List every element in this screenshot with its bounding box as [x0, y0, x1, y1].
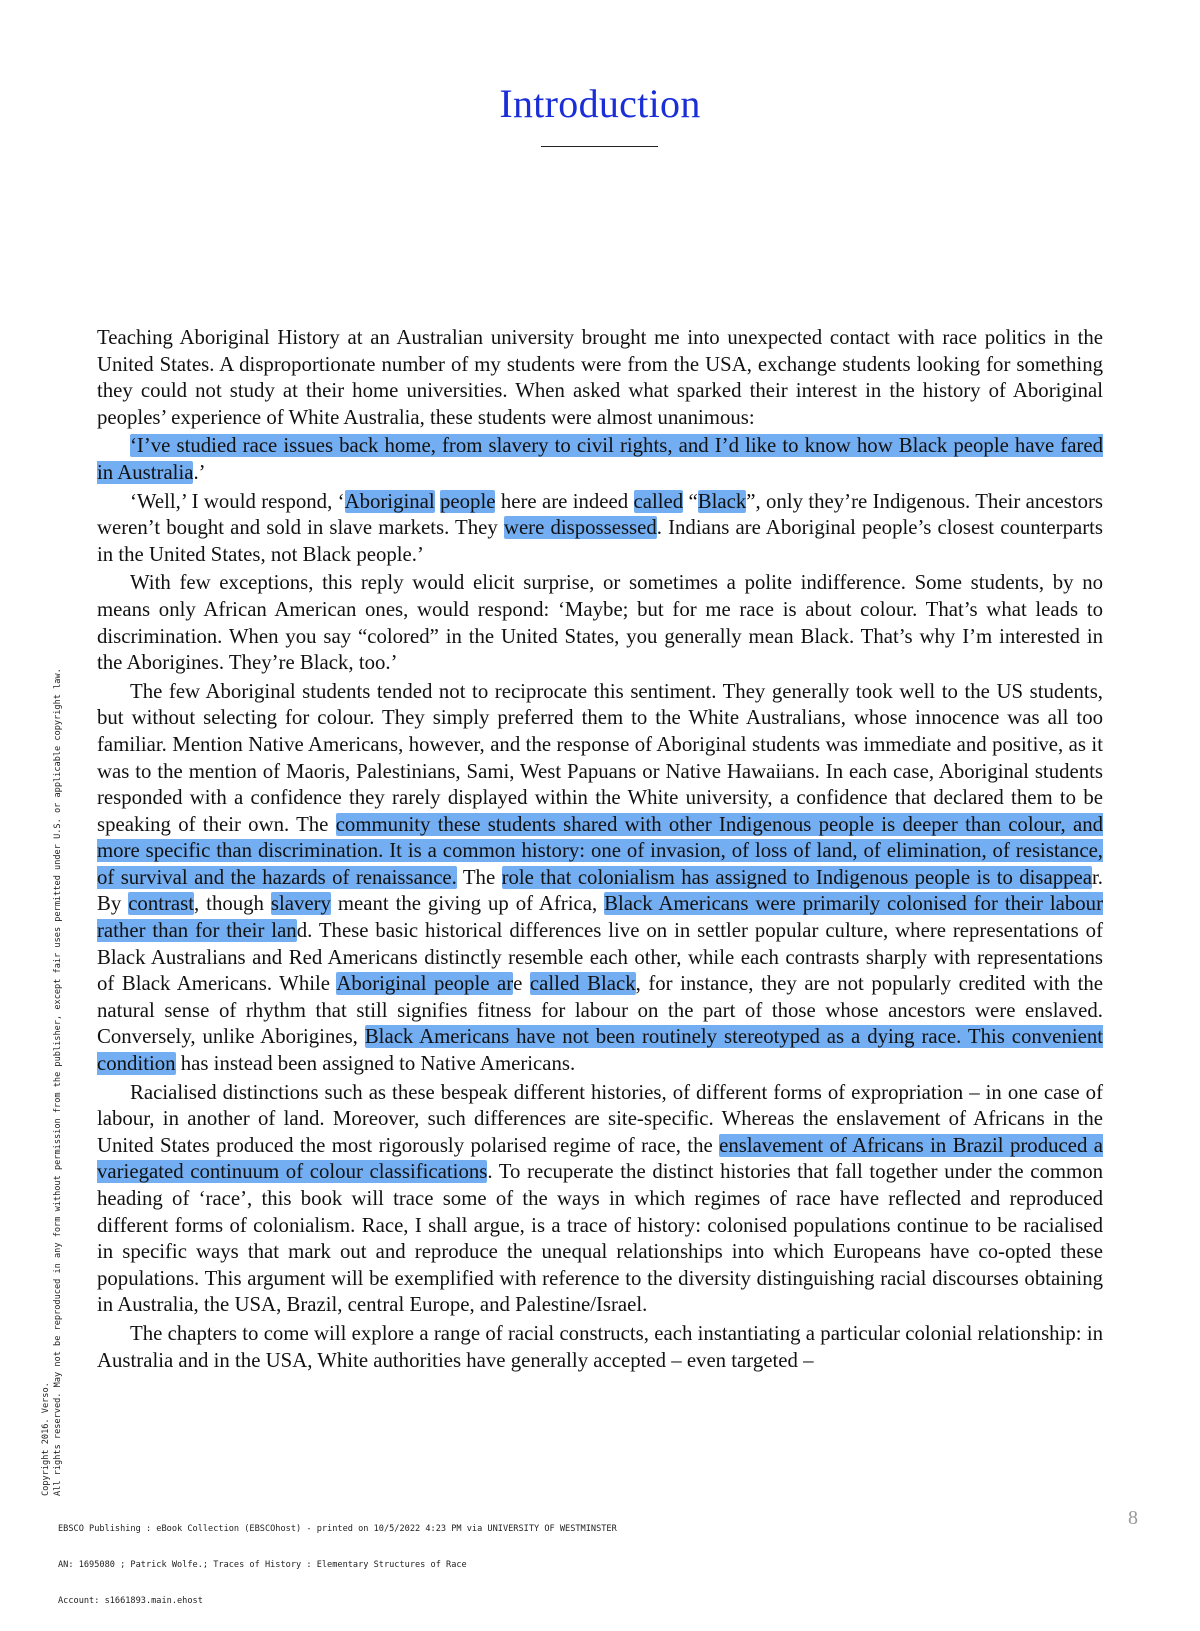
- paragraph: [97, 679, 1103, 1078]
- body-text: [97, 325, 1103, 1376]
- print-footer: [58, 1499, 617, 1631]
- highlighted-text: Aboriginal people ar: [336, 972, 514, 996]
- highlighted-text: enslavement of Africans in Brazil produced a variegated continuum of colour classifications: [97, 1133, 1103, 1184]
- text-run: , though: [194, 892, 271, 916]
- paragraph: [97, 489, 1103, 569]
- text-run: The few Aboriginal students tended not to reciprocate this sentiment. They generally took well to the US students, but without selecting for colour. They simply preferred them to the White Australians, whose innocence was all too familiar. Mention Native Americans, however, and the response of Aboriginal students was immediate and positive, as it was to the mention of Maoris, Palestinians, Sami, West Papuans or Native Hawaiians. In each case, Aboriginal students responded with a confidence they rarely displayed within the White university, a confidence that declared them to be speaking of their own. The: [97, 679, 1103, 836]
- text-run: has instead been assigned to Native Americans.: [175, 1052, 576, 1076]
- text-run: .’: [193, 460, 206, 484]
- highlighted-text: slavery: [270, 892, 331, 916]
- paragraph: [97, 570, 1103, 676]
- highlighted-text: community these students shared with other Indigenous people is deeper than colour, and more specific than discrimination. It is a common history: one of invasion, of loss of land, of elimination, of resistance, of survival and the hazards of renaissance.: [97, 812, 1103, 889]
- highlighted-text: Aboriginal: [344, 489, 435, 513]
- text-run: d. These basic historical differences live on in settler popular culture, where representations of Black Australians and Red Americans distinctly resemble each other, while each contrasts sharply with representations of Black Americans. While: [97, 919, 1104, 996]
- highlighted-text: called Black: [529, 972, 636, 996]
- text-run: . Indians are Aboriginal people’s closest counterparts in the United States, not Black people.’: [97, 516, 1103, 566]
- footer-line-3: Account: s1661893.main.ehost: [58, 1596, 203, 1606]
- footer-line-1: EBSCO Publishing : eBook Collection (EBSCOhost) - printed on 10/5/2022 4:23 PM via UNIVERSITY OF WESTMINSTER: [58, 1524, 617, 1534]
- text-run: e: [513, 972, 530, 996]
- text-run: . To recuperate the distinct histories that fall together under the common heading of ‘race’, this book will trace some of the ways in which regimes of race have reflected and reproduced different forms of colonialism. Race, I shall argue, is a trace of history: colonised populations continue to be racialised in specific ways that mark out and reproduce the unequal relationships into which Europeans have co-opted these populations. This argument will be exemplified with reference to the diversity distinguishing racial discourses obtaining in Australia, the USA, Brazil, central Europe, and Palestine/Israel.: [97, 1160, 1103, 1317]
- text-run: Teaching Aboriginal History at an Australian university brought me into unexpected contact with race politics in the United States. A disproportionate number of my students were from the USA, exchange students looking for something they could not study at their home universities. When asked what sparked their interest in the history of Aboriginal peoples’ experience of White Australia, these students were almost unanimous:: [97, 326, 1103, 429]
- highlighted-text: Black Americans were primarily colonised for their labour rather than for their lan: [97, 892, 1103, 943]
- highlighted-text: contrast: [128, 892, 195, 916]
- chapter-title: Introduction: [499, 81, 701, 126]
- highlighted-text: ‘I’ve studied race issues back home, from slavery to civil rights, and I’d like to know how Black people have fared in Australia: [97, 434, 1103, 484]
- paragraph: [97, 1080, 1103, 1319]
- highlighted-text: Black Americans have not been routinely stereotyped as a dying race. This convenient condition: [97, 1025, 1104, 1076]
- highlighted-text: role that colonialism has assigned to Indigenous people is to disappea: [501, 865, 1093, 889]
- copyright-sidebar: [40, 668, 64, 1496]
- footer-line-2: AN: 1695080 ; Patrick Wolfe.; Traces of History : Elementary Structures of Race: [58, 1560, 467, 1570]
- text-run: ”, only they’re Indigenous. Their ancestors weren’t bought and sold in slave markets. They: [97, 489, 1103, 540]
- paragraph: [97, 325, 1103, 431]
- highlighted-text: called: [633, 489, 684, 513]
- text-run: meant the giving up of Africa,: [330, 892, 605, 916]
- copyright-line: Copyright 2016. Verso.: [41, 1382, 51, 1496]
- paragraph: [97, 433, 1103, 486]
- text-run: The: [456, 865, 502, 889]
- highlighted-text: were dispossessed: [503, 516, 657, 540]
- text-run: ‘Well,’ I would respond, ‘: [130, 489, 345, 513]
- paragraph: [97, 1321, 1103, 1374]
- text-run: With few exceptions, this reply would elicit surprise, or sometimes a polite indifference. Some students, by no means only African American ones, would respond: ‘Maybe; but for me race is about colour. That’s what leads to discrimination. When you say “colored” in the United States, you generally mean Black. That’s why I’m interested in the Aborigines. They’re Black, too.’: [97, 571, 1103, 675]
- text-run: The chapters to come will explore a range of racial constructs, each instantiating a particular colonial relationship: in Australia and in the USA, White authorities have generally accepted – even targeted –: [97, 1321, 1103, 1372]
- text-run: “: [683, 489, 698, 513]
- title-rule: [541, 146, 658, 147]
- text-run: here are indeed: [495, 489, 634, 513]
- page-number: 8: [1128, 1507, 1138, 1529]
- highlighted-text: people: [440, 489, 496, 513]
- text-run: r. By: [97, 865, 1103, 916]
- text-run: , for instance, they are not popularly credited with the natural sense of rhythm that still signifies fitness for labour on the part of those whose ancestors were enslaved. Conversely, unlike Aborigines,: [97, 972, 1103, 1049]
- highlighted-text: Black: [697, 489, 747, 513]
- text-run: Racialised distinctions such as these bespeak different histories, of different forms of expropriation – in one case of labour, in another of land. Moreover, such differences are site-specific. Whereas the enslavement of Africans in the United States produced the most rigorously polarised regime of race, the: [97, 1080, 1103, 1157]
- rights-line: All rights reserved. May not be reproduced in any form without permission from the publisher, except fair uses permitted under U.S. or applicable copyright law.: [53, 668, 63, 1496]
